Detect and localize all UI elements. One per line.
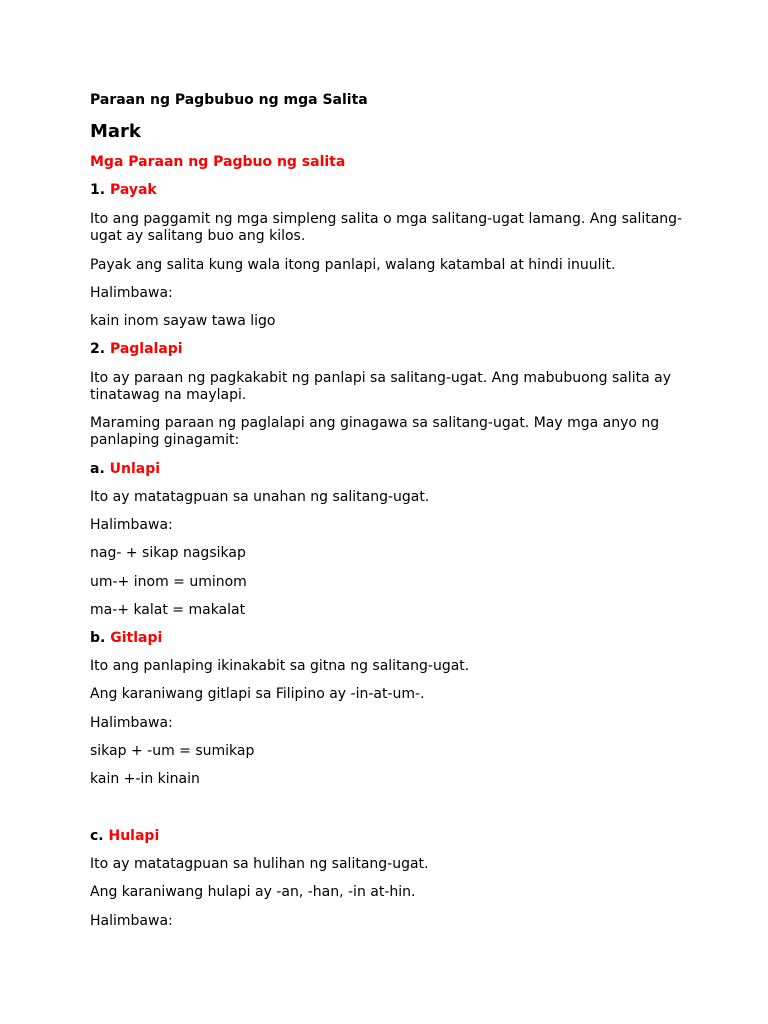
hulapi-heading (90, 828, 690, 845)
gitlapi-description: Ito ang panlaping ikinakabit sa gitna ng salitang-ugat. (90, 658, 470, 674)
payak-example-label: Halimbawa: (90, 285, 173, 301)
hulapi-label: Hulapi (108, 828, 160, 844)
paglalapi-description-line-1: Ito ay paraan ng pagkakabit ng panlapi sa salitang-ugat. Ang mabubuong salita ay (90, 370, 671, 386)
paglalapi-description-2-line-2: panlaping ginagamit: (90, 432, 240, 448)
payak-description-line-2: ugat ay salitang buo ang kilos. (90, 228, 306, 244)
unlapi-description: Ito ay matatagpuan sa unahan ng salitang-ugat. (90, 489, 430, 505)
unlapi-letter: a. (90, 461, 105, 477)
paglalapi-heading (90, 341, 690, 358)
paglalapi-description-line-2: tinatawag na maylapi. (90, 387, 247, 403)
hulapi-description: Ito ay matatagpuan sa hulihan ng salitang-ugat. (90, 856, 429, 872)
payak-description-2: Payak ang salita kung wala itong panlapi, walang katambal at hindi inuulit. (90, 257, 616, 273)
gitlapi-label: Gitlapi (110, 630, 163, 646)
payak-label: Payak (109, 182, 157, 198)
gitlapi-example-2: kain +-in kinain (90, 771, 200, 787)
hulapi-description-2: Ang karaniwang hulapi ay -an, -han, -in at-hin. (90, 884, 416, 900)
payak-examples: kain inom sayaw tawa ligo (90, 313, 276, 329)
hulapi-example-label: Halimbawa: (90, 913, 173, 929)
payak-number: 1. (90, 182, 106, 198)
payak-heading (90, 182, 690, 199)
gitlapi-heading (90, 630, 690, 647)
unlapi-heading (90, 461, 690, 478)
paglalapi-description-2-line-1: Maraming paraan ng paglalapi ang ginagawa sa salitang-ugat. May mga anyo ng (90, 415, 660, 431)
unlapi-example-2: um-+ inom = uminom (90, 574, 247, 590)
gitlapi-letter: b. (90, 630, 106, 646)
document-title: Paraan ng Pagbubuo ng mga Salita (90, 92, 368, 108)
gitlapi-description-2: Ang karaniwang gitlapi sa Filipino ay -in-at-um-. (90, 686, 425, 702)
section-heading: Mga Paraan ng Pagbuo ng salita (90, 154, 346, 170)
unlapi-example-1: nag- + sikap nagsikap (90, 545, 246, 561)
unlapi-label: Unlapi (109, 461, 161, 477)
paglalapi-label: Paglalapi (109, 341, 183, 357)
document-author: Mark (90, 121, 141, 142)
unlapi-example-3: ma-+ kalat = makalat (90, 602, 246, 618)
paglalapi-number: 2. (90, 341, 106, 357)
hulapi-letter: c. (90, 828, 104, 844)
payak-description-line-1: Ito ang paggamit ng mga simpleng salita o mga salitang-ugat lamang. Ang salitang- (90, 211, 683, 227)
gitlapi-example-1: sikap + -um = sumikap (90, 743, 255, 759)
unlapi-example-label: Halimbawa: (90, 517, 173, 533)
gitlapi-example-label: Halimbawa: (90, 715, 173, 731)
